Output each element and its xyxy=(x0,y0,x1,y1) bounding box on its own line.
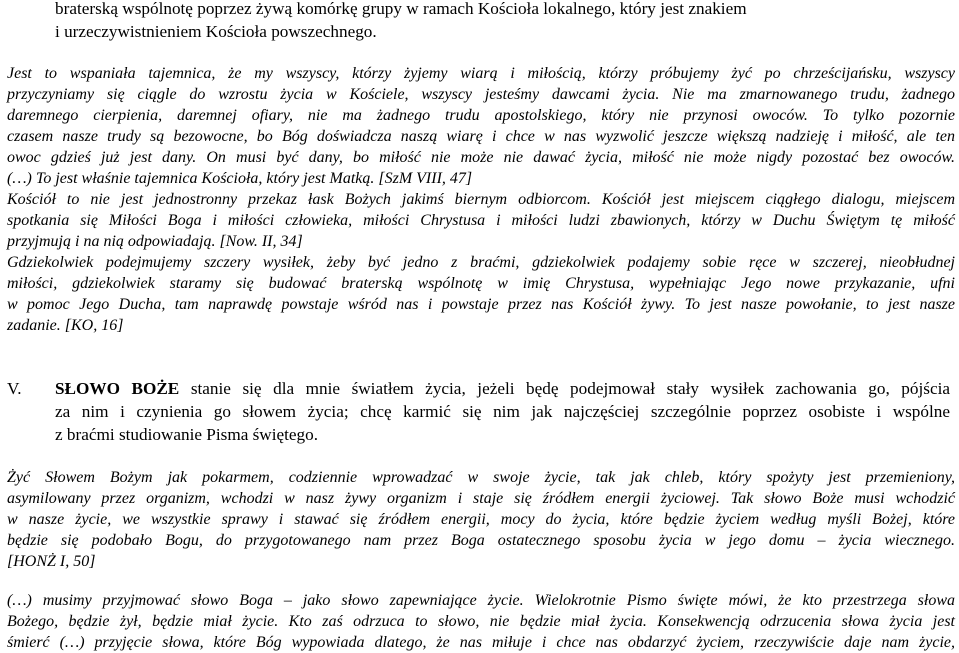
section-v-text: stanie się dla mnie światłem życia, jeżeli będę podejmował stały wysiłek zachowania go, pójścia xyxy=(179,379,950,398)
section-marker: V. xyxy=(7,379,22,398)
text-line: braterską wspólnotę poprzez żywą komórkę grupy w ramach Kościoła lokalnego, który jest znakiem xyxy=(55,0,747,18)
text-line: przyjmują i na nią odpowiadają. [Now. II, 34] xyxy=(7,233,303,250)
text-line: (…) musimy przyjmować słowo Boga – jako słowo zapewniające życie. Wielokrotnie Pismo święte mówi, że kto przestrzega słowa xyxy=(7,592,955,609)
paragraph-last xyxy=(7,590,955,653)
text-line: czasem nasze trudy są bezowocne, bo Bóg doświadcza naszą wiarę i chce w nas wyzwolić jeszcze większą nadzieję i miłość, ale ten xyxy=(7,128,955,145)
text-line: Żyć Słowem Bożym jak pokarmem, codziennie wprowadzać w swoje życie, tak jak chleb, który spożyty jest przemieniony, xyxy=(7,469,955,486)
text-line: przyczyniamy się ciągle do wzrostu życia w Kościele, wszyscy jesteśmy dawcami życia. Nie ma zmarnowanego trudu, żadnego xyxy=(7,86,955,103)
text-line: daremnego cierpienia, daremnej ofiary, nie ma żadnego trudu apostolskiego, który nie przynosi owoców. To tylko pozornie xyxy=(7,107,955,124)
text-line: będzie się podobało Bogu, do przygotowanego nam przez Boga ostatecznego sposobu życia w jego domu – życia wiecznego. xyxy=(7,532,955,549)
text-line: za nim i czynienia go słowem życia; chcę karmić się nim jak najczęściej szczególnie poprzez osobiste i wspólne xyxy=(55,402,950,421)
top-paragraph xyxy=(55,0,935,43)
text-line: Jest to wspaniała tajemnica, że my wszyscy, którzy żyjemy wiarą i miłością, którzy próbujemy żyć po chrześcijańsku, wszyscy xyxy=(7,65,955,82)
paragraph-honz xyxy=(7,467,955,572)
text-line: asymilowany przez organizm, wchodzi w nasz żywy organizm i staje się źródłem energii życiowej. Tak słowo Boże musi wchodzić xyxy=(7,490,955,507)
text-line: Kościół to nie jest jednostronny przekaz łask Bożych jakimś biernym odbiorcom. Kościół jest miejscem ciągłego dialogu, miejscem xyxy=(7,191,955,208)
text-line: w pomoc Jego Ducha, tam naprawdę powstaje wśród nas i powstaje przez nas Kościół żywy. To jest nasze powołanie, to jest nasze xyxy=(7,296,955,313)
text-line xyxy=(55,377,950,400)
text-line: śmierć (…) przyjęcie słowa, które Bóg wypowiada dlatego, że nas miłuje i chce nas obdarzyć życiem, rzeczywiście daje nam życie, xyxy=(7,634,955,651)
text-line: spotkania się Miłości Boga i miłości człowieka, miłości Chrystusa i miłości ludzi zbawionych, którzy w Duchu Świętym tę miłość xyxy=(7,212,955,229)
text-line: z braćmi studiowanie Pisma świętego. xyxy=(55,425,319,444)
text-line: miłości, gdziekolwiek staramy się budować braterską wspólnotę w imię Chrystusa, wypełniając Jego nowe przykazanie, ufni xyxy=(7,275,955,292)
text-line: zadanie. [KO, 16] xyxy=(7,317,124,334)
quote-paragraph xyxy=(7,63,955,336)
text-line: owoc gdzieś już jest dany. On musi być dany, bo miłość nie może nie dawać życia, miłość nie może nigdy pozostać bez owoców. xyxy=(7,149,955,166)
text-line: w nasze życie, we wszystkie sprawy i stawać się źródłem energii, mocy do życia, które będzie życiem według myśli Bożej, które xyxy=(7,511,955,528)
section-v-body xyxy=(55,377,950,446)
text-line: (…) To jest właśnie tajemnica Kościoła, który jest Matką. [SzM VIII, 47] xyxy=(7,170,473,187)
text-line: Bożego, będzie żył, będzie miał życie. Kto zaś odrzuca to słowo, nie będzie miał życia. Konsekwencją odrzucenia słowa życia jest xyxy=(7,613,955,630)
text-line: [HONŻ I, 50] xyxy=(7,553,96,570)
section-heading: SŁOWO BOŻE xyxy=(55,379,180,398)
text-line: i urzeczywistnieniem Kościoła powszechnego. xyxy=(55,21,377,41)
text-line: Gdziekolwiek podejmujemy szczery wysiłek, żeby być jedno z braćmi, gdziekolwiek podajemy sobie ręce w szczerej, nieobłudnej xyxy=(7,254,955,271)
